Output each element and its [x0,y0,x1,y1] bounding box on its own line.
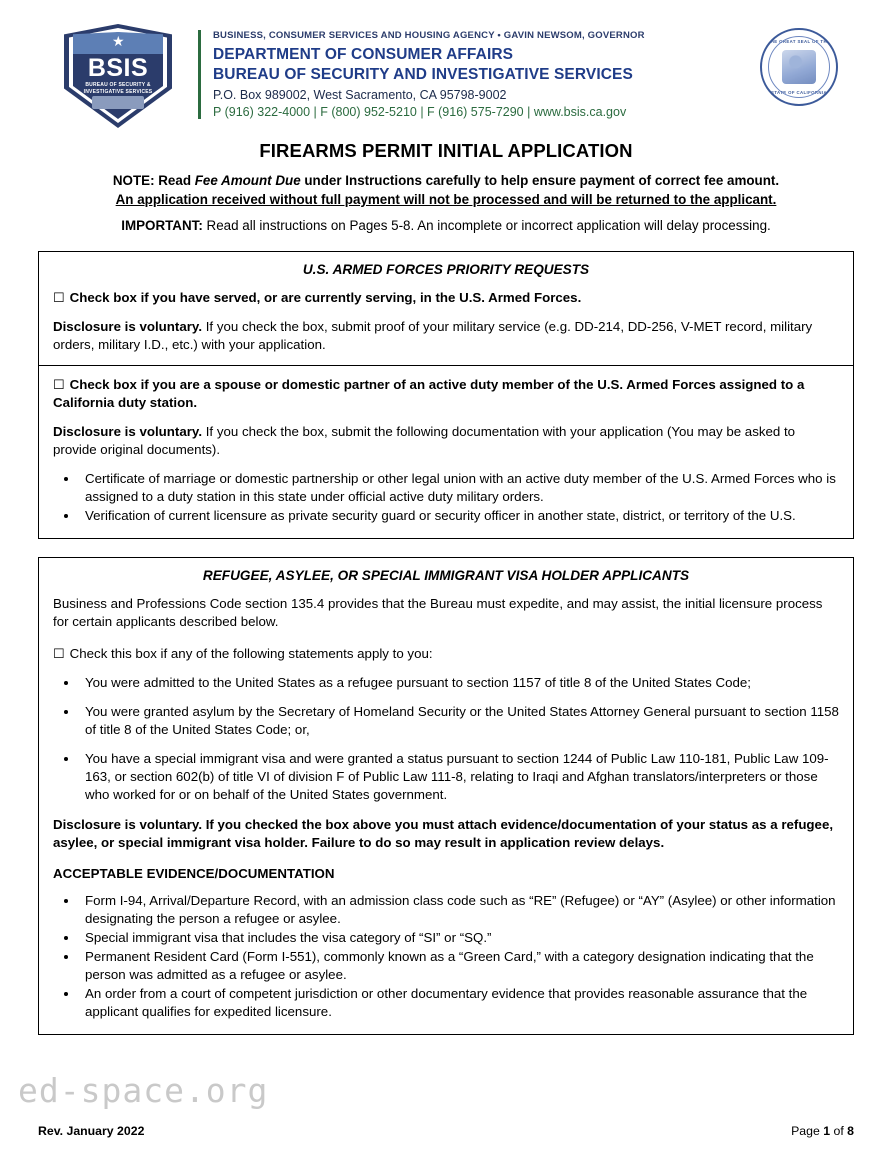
seal-figure-icon [782,50,816,84]
note-line1-post: under Instructions carefully to help ensure payment of correct fee amount. [304,173,780,188]
armed-forces-checkbox-1-row[interactable] [53,289,839,307]
checkbox-icon[interactable]: ☐ [53,290,65,305]
important-text: Read all instructions on Pages 5-8. An incomplete or incorrect application will delay processing. [206,218,771,233]
note-line1-pre: Read [158,173,192,188]
page-number [791,1124,854,1138]
refugee-disclosure: Disclosure is voluntary. If you checked the box above you must attach evidence/documentation of your status as a refugee, asylee, or special immigrant visa holder. Failure to do so may result in application review delays. [53,817,834,850]
department-name: DEPARTMENT OF CONSUMER AFFAIRS [213,46,514,63]
agency-line: BUSINESS, CONSUMER SERVICES AND HOUSING AGENCY • GAVIN NEWSOM, GOVERNOR [213,30,645,41]
list-item: • You have a special immigrant visa and were granted a status pursuant to section 1244 of Public Law 110-181, Public Law 109-163, or section 602(b) of title VI of division F of Public Law 111-8, relating to Iraqi and Afghan translators/interpreters or those who worked for or on behalf of the United States government. [79,750,839,804]
refugee-title: REFUGEE, ASYLEE, OR SPECIAL IMMIGRANT VISA HOLDER APPLICANTS [202,568,690,583]
disclosure-1-text: If you check the box, submit proof of your military service (e.g. DD-214, DD-256, V-MET record, military orders, military I.D., etc.) with your application. [53,319,813,352]
note-line-1 [38,172,854,190]
section-divider [39,365,853,366]
page-current: 1 [823,1124,831,1138]
revision-date: Rev. January 2022 [38,1124,145,1138]
document-footer [38,1124,854,1138]
document-header [38,22,854,130]
note-line1-italic: Fee Amount Due [194,173,301,188]
important-label: IMPORTANT: [121,218,203,233]
armed-forces-bullet-list [53,470,839,525]
list-item: • Verification of current licensure as private security guard or security officer in another state, district, or territory of the U.S. [79,507,839,525]
refugee-intro: Business and Professions Code section 135.4 provides that the Bureau must expedite, and may assist, the initial licensure process for certain applicants described below. [53,596,823,629]
bsis-logo-container [38,22,198,128]
star-icon: ★ [112,33,125,49]
logo-badge-bar [92,96,144,109]
armed-forces-checkbox-1-label: Check box if you have served, or are currently serving, in the U.S. Armed Forces. [69,290,582,305]
california-state-seal-icon [760,28,838,106]
list-item: • Form I-94, Arrival/Departure Record, with an admission class code such as “RE” (Refugee) or “AY” (Asylee) or other information designating the person a refugee or asylee. [79,892,839,928]
note-label: NOTE: [112,173,155,188]
refugee-bullet-list [53,674,839,804]
armed-forces-disclosure-2 [53,423,839,459]
seal-top-text: THE GREAT SEAL OF THE [767,39,831,44]
refugee-checkbox-label: Check this box if any of the following statements apply to you: [69,646,433,661]
disclosure-2-text: If you check the box, submit the following documentation with your application (You may be asked to provide original documents). [53,424,796,457]
refugee-checkbox-row[interactable] [53,645,839,663]
header-text-block [198,30,744,119]
disclosure-2-bold: Disclosure is voluntary. [53,424,203,439]
important-line [38,218,854,233]
armed-forces-disclosure-1 [53,318,839,354]
refugee-section [38,557,854,1035]
bsis-shield-logo [64,24,172,128]
note-block [38,172,854,209]
bureau-name: BUREAU OF SECURITY AND INVESTIGATIVE SERVICES [213,66,633,83]
watermark: ed-space.org [18,1071,269,1110]
armed-forces-title: U.S. ARMED FORCES PRIORITY REQUESTS [302,262,590,277]
acceptable-evidence-list [53,892,839,1021]
bsis-logo-subtitle: BUREAU OF SECURITY & INVESTIGATIVE SERVICES [83,82,153,95]
list-item: • You were granted asylum by the Secretary of Homeland Security or the United States Attorney General pursuant to section 1158 of title 8 of the United States Code; or, [79,703,839,739]
list-item: • An order from a court of competent jurisdiction or other documentary evidence that provides reasonable assurance that the applicant qualifies for expedited licensure. [79,985,839,1021]
page-title: FIREARMS PERMIT INITIAL APPLICATION [259,140,633,161]
list-item: • You were admitted to the United States as a refugee pursuant to section 1157 of title 8 of the United States Code; [79,674,839,692]
state-seal-container [744,22,854,106]
checkbox-icon[interactable]: ☐ [53,377,65,392]
bsis-acronym: BSIS [87,54,149,82]
list-item: • Permanent Resident Card (Form I-551), commonly known as a “Green Card,” with a category designation indicating that the person was admitted as a refugee or asylee. [79,948,839,984]
note-line-2: An application received without full payment will not be processed and will be returned to the applicant. [115,192,777,207]
armed-forces-section [38,251,854,539]
checkbox-icon[interactable]: ☐ [53,646,65,661]
page-total: 8 [847,1124,854,1138]
contact-line: P (916) 322-4000 | F (800) 952-5210 | F (916) 575-7290 | www.bsis.ca.gov [213,105,627,119]
acceptable-evidence-heading: ACCEPTABLE EVIDENCE/DOCUMENTATION [53,866,335,881]
armed-forces-checkbox-2-row[interactable] [53,376,839,412]
armed-forces-checkbox-2-label: Check box if you are a spouse or domestic partner of an active duty member of the U.S. Armed Forces assigned to a California duty station. [53,377,805,410]
mailing-address: P.O. Box 989002, West Sacramento, CA 95798-9002 [213,88,507,102]
seal-bottom-text: STATE OF CALIFORNIA [771,90,827,95]
page-label-mid: of [830,1124,848,1138]
list-item: • Certificate of marriage or domestic partnership or other legal union with an active duty member of the U.S. Armed Forces who is assigned to a duty station in this state under official active duty military orders. [79,470,839,506]
list-item: • Special immigrant visa that includes the visa category of “SI” or “SQ.” [79,929,839,947]
page-label-pre: Page [791,1124,824,1138]
disclosure-1-bold: Disclosure is voluntary. [53,319,203,334]
